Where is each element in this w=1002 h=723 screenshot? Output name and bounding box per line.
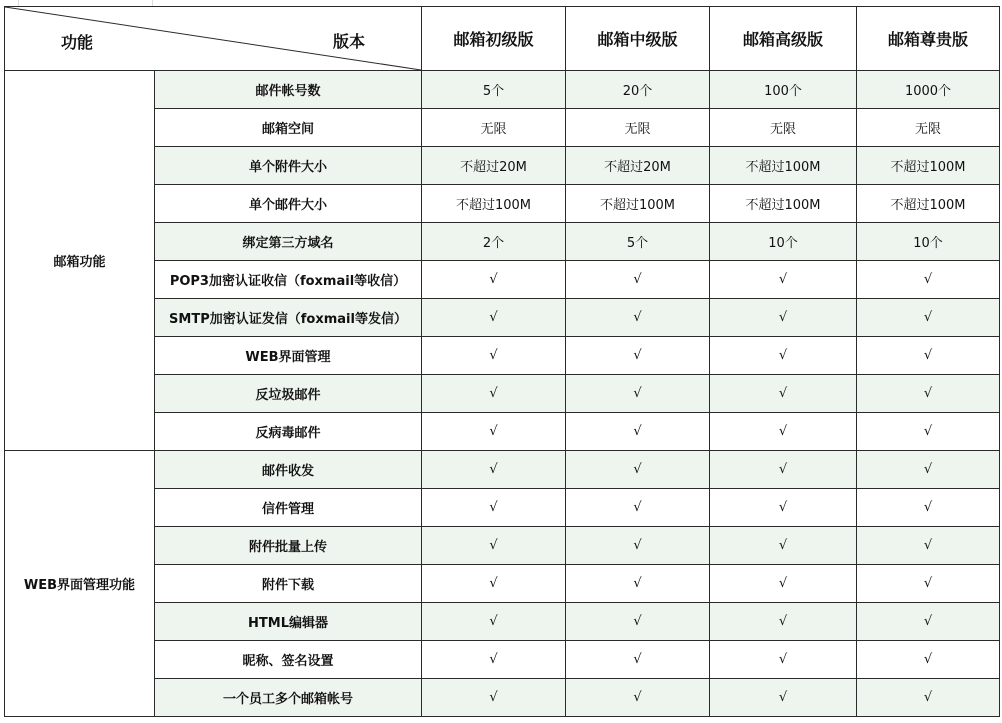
table-row <box>5 527 1000 565</box>
feature-name: 单个邮件大小 <box>155 185 422 223</box>
plan-value-cell: 不超过20M <box>422 147 566 185</box>
table-row <box>5 261 1000 299</box>
feature-name: 邮件收发 <box>155 451 422 489</box>
plan-value-cell: 不超过100M <box>710 147 857 185</box>
feature-name: 邮件帐号数 <box>155 71 422 109</box>
plan-value-cell: 不超过100M <box>566 185 710 223</box>
pricing-table <box>4 6 1000 717</box>
table-row <box>5 223 1000 261</box>
plan-value-cell: √ <box>857 413 1000 451</box>
plan-value-cell: √ <box>422 375 566 413</box>
plan-value-cell: 不超过20M <box>566 147 710 185</box>
plan-value-cell: √ <box>566 413 710 451</box>
feature-name: 绑定第三方域名 <box>155 223 422 261</box>
corner-header-cell <box>5 7 422 71</box>
plan-value-cell: √ <box>422 679 566 717</box>
plan-value-cell: √ <box>857 679 1000 717</box>
plan-value-cell: √ <box>857 261 1000 299</box>
table-row <box>5 641 1000 679</box>
feature-name: 附件下载 <box>155 565 422 603</box>
plan-value-cell: √ <box>857 299 1000 337</box>
feature-name: 昵称、签名设置 <box>155 641 422 679</box>
table-row <box>5 185 1000 223</box>
feature-name: HTML编辑器 <box>155 603 422 641</box>
plan-value-cell: 不超过100M <box>422 185 566 223</box>
plan-value-cell: √ <box>566 641 710 679</box>
feature-header-label: 功能 <box>61 33 94 52</box>
plan-value-cell: √ <box>566 489 710 527</box>
plan-value-cell: 5个 <box>422 71 566 109</box>
plan-value-cell: √ <box>857 489 1000 527</box>
plan-value-cell: √ <box>710 603 857 641</box>
table-row <box>5 603 1000 641</box>
plan-value-cell: √ <box>857 451 1000 489</box>
plan-value-cell: √ <box>422 299 566 337</box>
feature-name: 反病毒邮件 <box>155 413 422 451</box>
plan-value-cell: 无限 <box>710 109 857 147</box>
plan-value-cell: √ <box>566 527 710 565</box>
plan-value-cell: 20个 <box>566 71 710 109</box>
plan-value-cell: 100个 <box>710 71 857 109</box>
plan-value-cell: √ <box>710 679 857 717</box>
plan-value-cell: √ <box>422 641 566 679</box>
plan-value-cell: √ <box>710 565 857 603</box>
plan-value-cell: √ <box>566 565 710 603</box>
plan-value-cell: √ <box>422 489 566 527</box>
plan-value-cell: 无限 <box>857 109 1000 147</box>
table-row <box>5 413 1000 451</box>
plan-value-cell: √ <box>710 261 857 299</box>
plan-value-cell: √ <box>710 299 857 337</box>
group-label: WEB界面管理功能 <box>5 451 155 717</box>
table-row <box>5 109 1000 147</box>
plan-value-cell: 不超过100M <box>710 185 857 223</box>
plan-value-cell: √ <box>566 337 710 375</box>
header-row <box>5 7 1000 71</box>
plan-value-cell: √ <box>857 375 1000 413</box>
feature-name: 反垃圾邮件 <box>155 375 422 413</box>
plan-value-cell: √ <box>566 375 710 413</box>
plan-value-cell: √ <box>710 451 857 489</box>
plan-value-cell: √ <box>710 641 857 679</box>
plan-header-basic: 邮箱初级版 <box>422 7 566 71</box>
version-header-label: 版本 <box>333 32 366 51</box>
plan-value-cell: √ <box>422 337 566 375</box>
plan-value-cell: √ <box>422 261 566 299</box>
plan-value-cell: √ <box>710 527 857 565</box>
plan-value-cell: √ <box>710 375 857 413</box>
plan-value-cell: 无限 <box>422 109 566 147</box>
table-row <box>5 489 1000 527</box>
plan-value-cell: √ <box>857 603 1000 641</box>
plan-value-cell: √ <box>422 603 566 641</box>
plan-value-cell: √ <box>857 337 1000 375</box>
plan-value-cell: √ <box>566 679 710 717</box>
plan-value-cell: √ <box>566 261 710 299</box>
plan-value-cell: 5个 <box>566 223 710 261</box>
plan-value-cell: 10个 <box>710 223 857 261</box>
plan-value-cell: √ <box>566 299 710 337</box>
plan-header-premium: 邮箱尊贵版 <box>857 7 1000 71</box>
plan-value-cell: √ <box>422 413 566 451</box>
plan-header-standard: 邮箱中级版 <box>566 7 710 71</box>
feature-name: 邮箱空间 <box>155 109 422 147</box>
plan-value-cell: 10个 <box>857 223 1000 261</box>
plan-value-cell: √ <box>710 337 857 375</box>
table-row <box>5 299 1000 337</box>
plan-value-cell: 2个 <box>422 223 566 261</box>
table-row <box>5 147 1000 185</box>
plan-value-cell: √ <box>566 603 710 641</box>
plan-value-cell: 无限 <box>566 109 710 147</box>
plan-header-advanced: 邮箱高级版 <box>710 7 857 71</box>
feature-name: SMTP加密认证发信（foxmail等发信） <box>155 299 422 337</box>
plan-value-cell: √ <box>857 527 1000 565</box>
feature-name: WEB界面管理 <box>155 337 422 375</box>
plan-value-cell: 不超过100M <box>857 147 1000 185</box>
plan-value-cell: √ <box>710 413 857 451</box>
table-row <box>5 451 1000 489</box>
feature-name: 一个员工多个邮箱帐号 <box>155 679 422 717</box>
feature-name: 附件批量上传 <box>155 527 422 565</box>
table-row <box>5 679 1000 717</box>
plan-value-cell: √ <box>857 565 1000 603</box>
table-row <box>5 375 1000 413</box>
plan-value-cell: √ <box>710 489 857 527</box>
plan-value-cell: 1000个 <box>857 71 1000 109</box>
table-row <box>5 565 1000 603</box>
plan-value-cell: 不超过100M <box>857 185 1000 223</box>
plan-value-cell: √ <box>566 451 710 489</box>
feature-name: POP3加密认证收信（foxmail等收信） <box>155 261 422 299</box>
feature-name: 单个附件大小 <box>155 147 422 185</box>
plan-value-cell: √ <box>857 641 1000 679</box>
table-row <box>5 337 1000 375</box>
feature-name: 信件管理 <box>155 489 422 527</box>
table-row <box>5 71 1000 109</box>
plan-value-cell: √ <box>422 565 566 603</box>
group-label: 邮箱功能 <box>5 71 155 451</box>
plan-value-cell: √ <box>422 527 566 565</box>
plan-value-cell: √ <box>422 451 566 489</box>
